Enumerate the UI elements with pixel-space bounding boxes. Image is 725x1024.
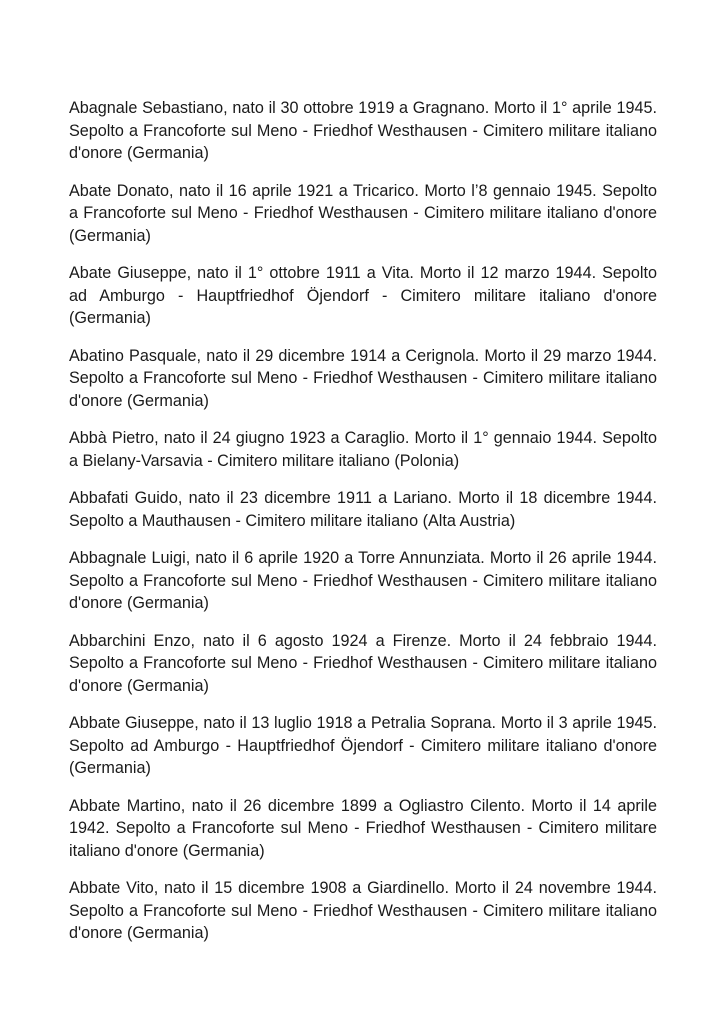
- entry-abbarchini-enzo: Abbarchini Enzo, nato il 6 agosto 1924 a Firenze. Morto il 24 febbraio 1944. Sepolto a Francoforte sul Meno - Friedhof Westhausen - Cimitero militare italiano d'onore (Germania): [69, 631, 657, 695]
- entry-abbafati-guido: Abbafati Guido, nato il 23 dicembre 1911 a Lariano. Morto il 18 dicembre 1944. Sepolto a Mauthausen - Cimitero militare italiano (Alta Austria): [69, 489, 657, 530]
- entry-abbate-vito: Abbate Vito, nato il 15 dicembre 1908 a Giardinello. Morto il 24 novembre 1944. Sepolto a Francoforte sul Meno - Friedhof Westhausen - Cimitero militare italiano d'onore (Germania): [69, 879, 657, 942]
- entry-abba-pietro: Abbà Pietro, nato il 24 giugno 1923 a Caraglio. Morto il 1° gennaio 1944. Sepolto a Bielany-Varsavia - Cimitero militare italiano (Polonia): [69, 429, 657, 470]
- entry-abagnale-sebastiano: Abagnale Sebastiano, nato il 30 ottobre 1919 a Gragnano. Morto il 1° aprile 1945. Sepolto a Francoforte sul Meno - Friedhof Westhausen - Cimitero militare italiano d'onore (Germania): [69, 99, 657, 162]
- entry-abbate-giuseppe: Abbate Giuseppe, nato il 13 luglio 1918 a Petralia Soprana. Morto il 3 aprile 1945. Sepolto ad Amburgo - Hauptfriedhof Öjendorf - Cimitero militare italiano d'onore (Germania): [69, 714, 657, 777]
- entry-abate-donato: Abate Donato, nato il 16 aprile 1921 a Tricarico. Morto l’8 gennaio 1945. Sepolto a Francoforte sul Meno - Friedhof Westhausen - Cimitero militare italiano d'onore (Germania): [69, 181, 657, 245]
- entry-abbate-martino: Abbate Martino, nato il 26 dicembre 1899 a Ogliastro Cilento. Morto il 14 aprile 1942. Sepolto a Francoforte sul Meno - Friedhof Westhausen - Cimitero militare italiano d'onore (Germania): [69, 796, 657, 860]
- entry-list: [69, 97, 657, 960]
- entry-abate-giuseppe: Abate Giuseppe, nato il 1° ottobre 1911 a Vita. Morto il 12 marzo 1944. Sepolto ad Amburgo - Hauptfriedhof Öjendorf - Cimitero militare italiano d'onore (Germania): [69, 264, 657, 327]
- entry-abatino-pasquale: Abatino Pasquale, nato il 29 dicembre 1914 a Cerignola. Morto il 29 marzo 1944. Sepolto a Francoforte sul Meno - Friedhof Westhausen - Cimitero militare italiano d'onore (Germania): [69, 346, 657, 410]
- entry-abbagnale-luigi: Abbagnale Luigi, nato il 6 aprile 1920 a Torre Annunziata. Morto il 26 aprile 1944. Sepolto a Francoforte sul Meno - Friedhof Westhausen - Cimitero militare italiano d'onore (Germania): [69, 549, 657, 612]
